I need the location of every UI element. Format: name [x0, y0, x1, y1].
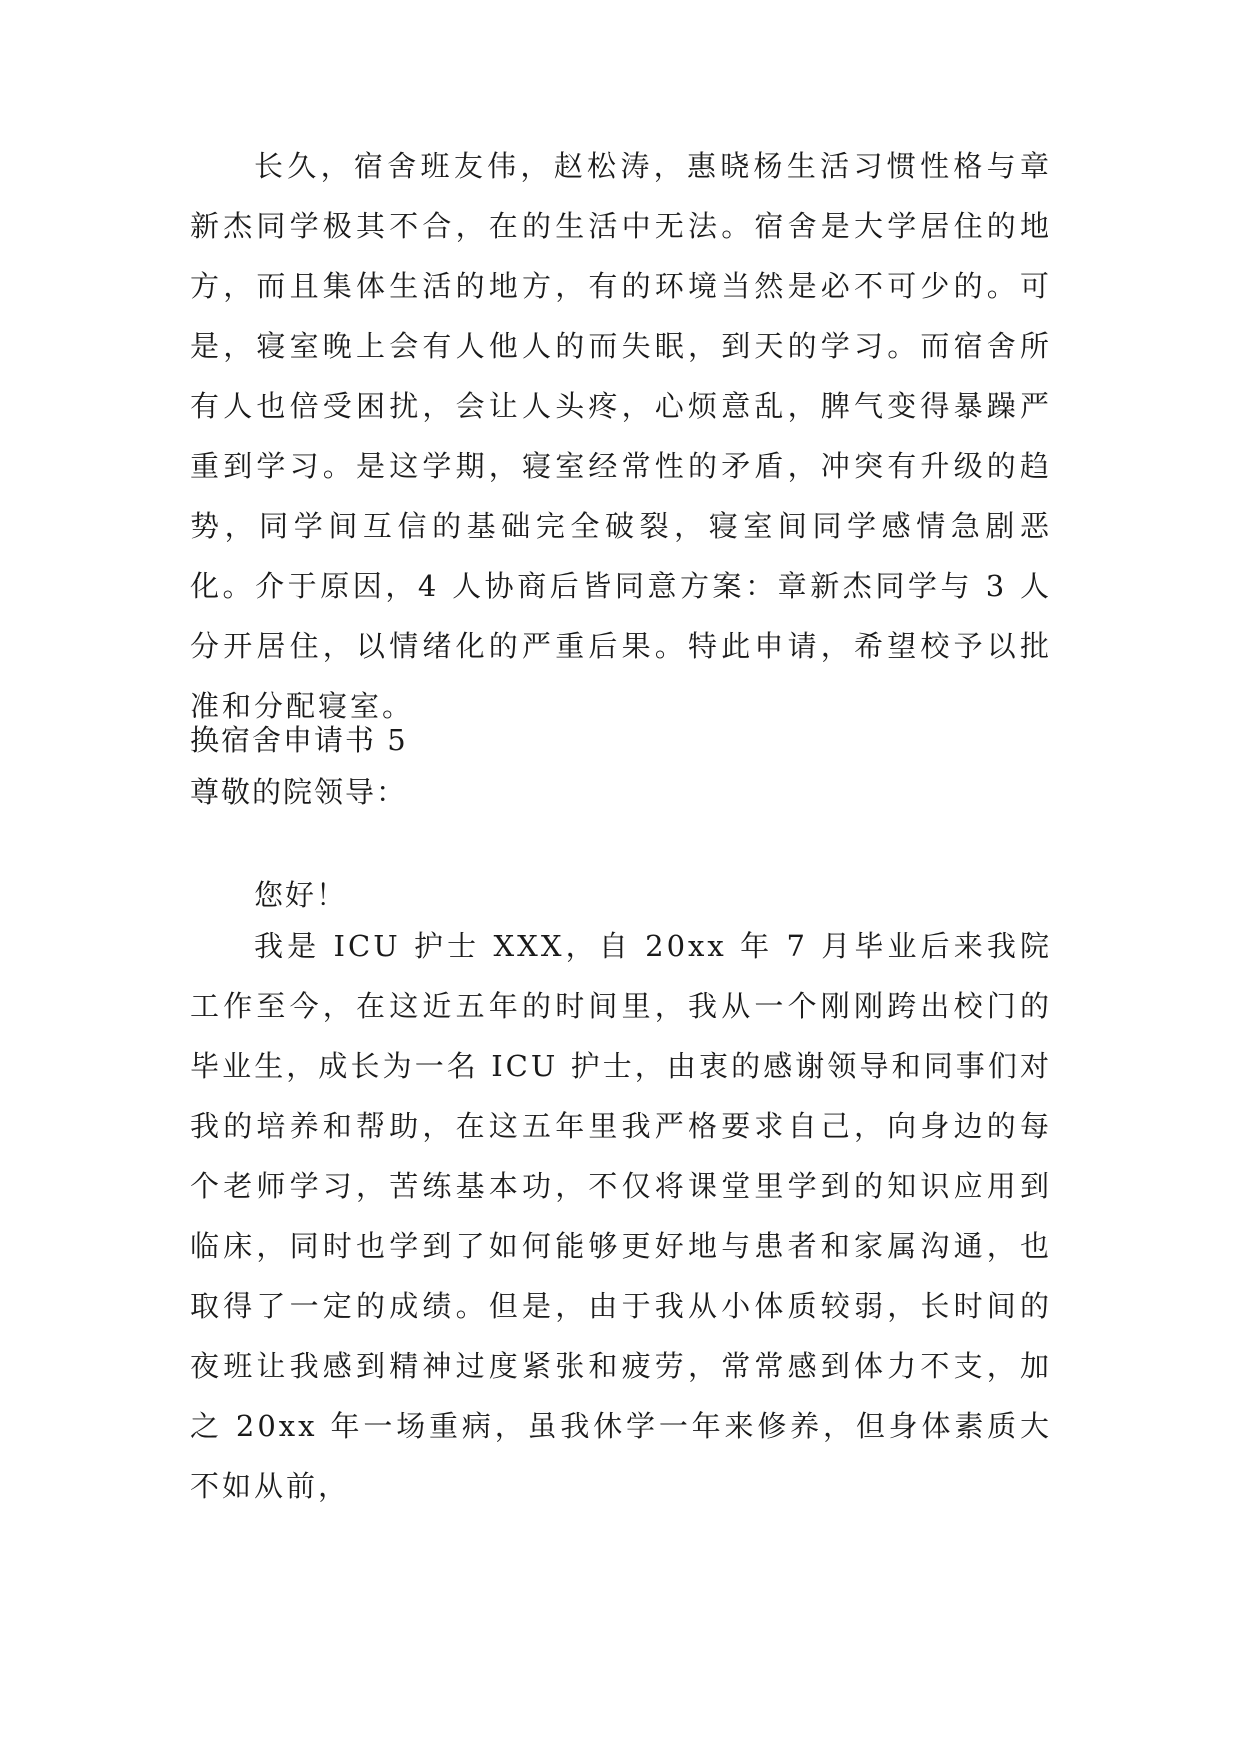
salutation: 尊敬的院领导： — [190, 775, 408, 809]
section-title: 换宿舍申请书 5 — [190, 723, 408, 757]
greeting: 您好！ — [254, 878, 348, 912]
body-paragraph-dormitory-conflict: 长久，宿舍班友伟，赵松涛，惠晓杨生活习惯性格与章新杰同学极其不合，在的生活中无法。宿舍是大学居住的地方，而且集体生活的地方，有的环境当然是必不可少的。可是，寝室晚上会有人他人的而失眠，到天的学习。而宿舍所有人也倍受困扰，会让人头疼，心烦意乱，脾气变得暴躁严重到学习。是这学期，寝室经常性的矛盾，冲突有升级的趋势，同学间互信的基础完全破裂，寝室间同学感情急剧恶化。介于原因，4 人协商后皆同意方案：章新杰同学与 3 人分开居住，以情绪化的严重后果。特此申请，希望校予以批准和分配寝室。 — [190, 149, 1052, 723]
body-paragraph-nurse-request: 我是 ICU 护士 XXX，自 20xx 年 7 月毕业后来我院工作至今，在这近五年的时间里，我从一个刚刚跨出校门的毕业生，成长为一名 ICU 护士，由衷的感谢领导和同事们对我的培养和帮助，在这五年里我严格要求自己，向身边的每个老师学习，苦练基本功，不仅将课堂里学到的知识应用到临床，同时也学到了如何能够更好地与患者和家属沟通，也取得了一定的成绩。但是，由于我从小体质较弱，长时间的夜班让我感到精神过度紧张和疲劳，常常感到体力不支，加之 20xx 年一场重病，虽我休学一年来修养，但身体素质大不如从前， — [190, 929, 1052, 1503]
